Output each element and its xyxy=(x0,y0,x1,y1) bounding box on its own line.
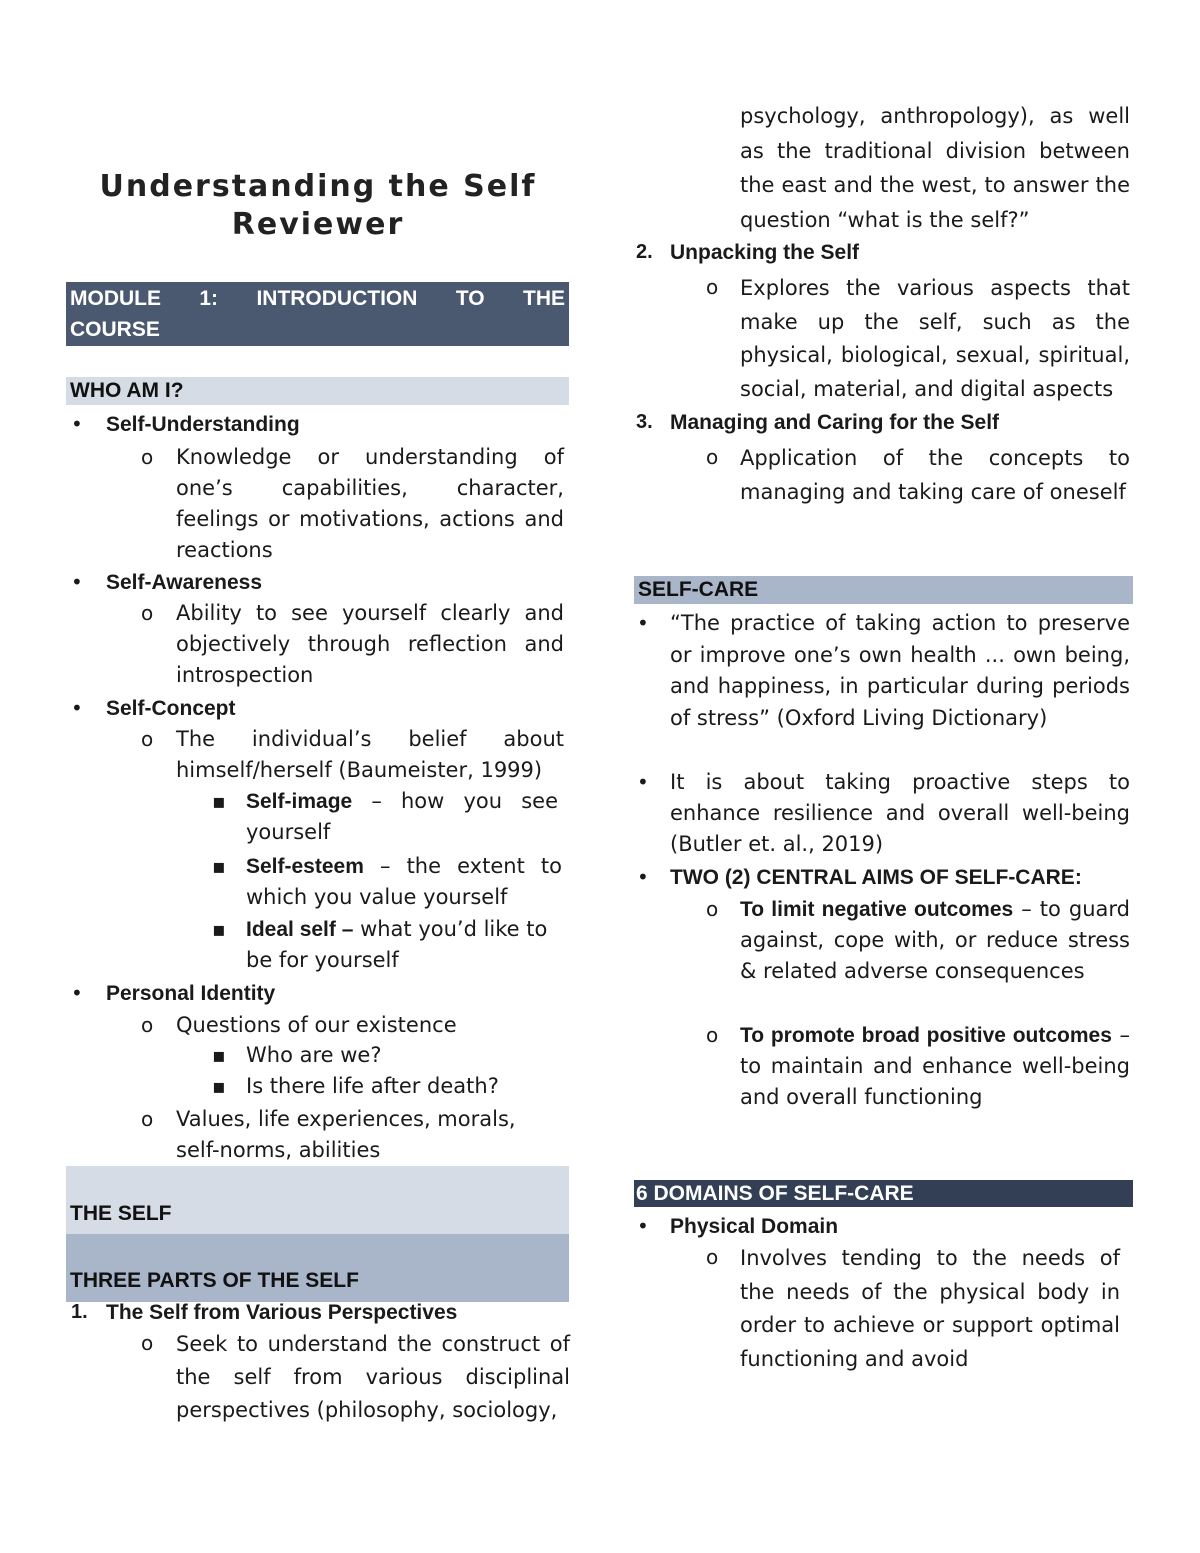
part-1-desc-right: psychology, anthropology), as well as the traditional division between the east and the west, to answer the question “what is the self?” xyxy=(740,104,1130,232)
square-marker: ▪ xyxy=(212,854,226,878)
bullet-marker: • xyxy=(637,865,649,889)
self-care-definition: “The practice of taking action to preserve or improve one’s own health ... own being, and happiness, in particular during periods of stress” (Oxford Living Dictionary) xyxy=(670,611,1130,730)
square-marker: ▪ xyxy=(212,1043,226,1067)
square-marker: ▪ xyxy=(212,917,226,941)
the-self-header-text: THE SELF xyxy=(70,1202,172,1225)
personal-identity-values: Values, life experiences, morals, self-norms, abilities xyxy=(176,1107,516,1162)
self-image-desc: – how you see yourself xyxy=(246,789,558,844)
part-1-label: The Self from Various Perspectives xyxy=(106,1301,458,1324)
aim-1-desc: – to guard against, cope with, or reduce stress & related adverse consequences xyxy=(740,897,1130,983)
self-esteem-desc: – the extent to which you value yourself xyxy=(246,854,562,909)
physical-domain-desc: Involves tending to the needs of the needs of the physical body in order to achieve or support optimal functioning and avoid xyxy=(740,1246,1120,1371)
circle-marker: o xyxy=(141,1331,154,1355)
circle-marker: o xyxy=(706,275,719,299)
aim-2-term: To promote broad positive outcomes xyxy=(740,1024,1112,1047)
bullet-marker: • xyxy=(637,611,649,635)
circle-marker: o xyxy=(706,897,719,921)
ideal-self-desc: what you’d like to be for yourself xyxy=(246,917,548,972)
self-esteem-item xyxy=(246,851,562,913)
self-awareness-label: Self-Awareness xyxy=(106,571,263,594)
module-1-header-line-1: MODULE 1: INTRODUCTION TO THE xyxy=(70,287,565,310)
self-understanding-label: Self-Understanding xyxy=(106,413,300,436)
self-image-term: Self-image xyxy=(246,790,353,813)
part-1-desc-left: Seek to understand the construct of the self from various disciplinal perspectives (philosophy, sociology, xyxy=(176,1332,570,1422)
circle-marker: o xyxy=(141,1107,154,1131)
the-self-header xyxy=(66,1166,569,1234)
physical-domain-label: Physical Domain xyxy=(670,1215,839,1238)
circle-marker: o xyxy=(706,445,719,469)
three-parts-header-text: THREE PARTS OF THE SELF xyxy=(70,1269,359,1292)
bullet-marker: • xyxy=(71,412,83,436)
number-marker: 2. xyxy=(636,241,653,263)
title-line-2: Reviewer xyxy=(231,207,405,242)
aim-2-desc: – to maintain and enhance well-being and overall functioning xyxy=(740,1023,1130,1109)
module-1-header-line-2: COURSE xyxy=(70,318,160,341)
circle-marker: o xyxy=(141,727,154,751)
self-image-item xyxy=(246,786,558,848)
bullet-marker: • xyxy=(71,696,83,720)
ideal-self-item xyxy=(246,914,564,976)
central-aims-label: TWO (2) CENTRAL AIMS OF SELF-CARE: xyxy=(670,866,1082,889)
bullet-marker: • xyxy=(71,570,83,594)
ideal-self-term: Ideal self – xyxy=(246,918,354,941)
circle-marker: o xyxy=(141,601,154,625)
circle-marker: o xyxy=(706,1245,719,1269)
circle-marker: o xyxy=(706,1023,719,1047)
self-care-header: SELF-CARE xyxy=(634,576,1133,604)
personal-identity-label: Personal Identity xyxy=(106,982,276,1005)
self-awareness-desc: Ability to see yourself clearly and objectively through reflection and introspection xyxy=(176,601,564,687)
who-am-i-header: WHO AM I? xyxy=(66,377,569,405)
circle-marker: o xyxy=(141,445,154,469)
aim-1 xyxy=(740,894,1130,987)
part-2-label: Unpacking the Self xyxy=(670,241,860,264)
number-marker: 3. xyxy=(636,411,653,433)
bullet-marker: • xyxy=(637,770,649,794)
square-marker: ▪ xyxy=(212,1074,226,1098)
title-line-1: Understanding the Self xyxy=(99,169,537,204)
self-concept-desc: The individual’s belief about himself/herself (Baumeister, 1999) xyxy=(176,727,564,782)
domains-header: 6 DOMAINS OF SELF-CARE xyxy=(634,1180,1133,1207)
part-3-label: Managing and Caring for the Self xyxy=(670,411,1000,434)
circle-marker: o xyxy=(141,1013,154,1037)
self-understanding-desc: Knowledge or understanding of one’s capabilities, character, feelings or motivations, actions and reactions xyxy=(176,445,564,562)
square-marker: ▪ xyxy=(212,789,226,813)
bullet-marker: • xyxy=(71,981,83,1005)
self-esteem-term: Self-esteem xyxy=(246,855,364,878)
self-care-proactive: It is about taking proactive steps to enhance resilience and overall well-being (Butler et. al., 2019) xyxy=(670,770,1130,856)
aim-1-term: To limit negative outcomes xyxy=(740,898,1014,921)
number-marker: 1. xyxy=(71,1301,88,1323)
document-title xyxy=(66,168,570,244)
part-2-desc: Explores the various aspects that make up the self, such as the physical, biological, sexual, spiritual, social, material, and digital aspects xyxy=(740,276,1130,401)
part-3-desc: Application of the concepts to managing and taking care of oneself xyxy=(740,446,1130,504)
question-life-after-death: Is there life after death? xyxy=(246,1074,499,1098)
aim-2 xyxy=(740,1020,1130,1113)
three-parts-header xyxy=(66,1234,569,1302)
question-who-are-we: Who are we? xyxy=(246,1043,382,1067)
personal-identity-questions: Questions of our existence xyxy=(176,1013,457,1037)
self-concept-label: Self-Concept xyxy=(106,697,236,720)
bullet-marker: • xyxy=(637,1214,649,1238)
module-1-header xyxy=(66,282,569,346)
